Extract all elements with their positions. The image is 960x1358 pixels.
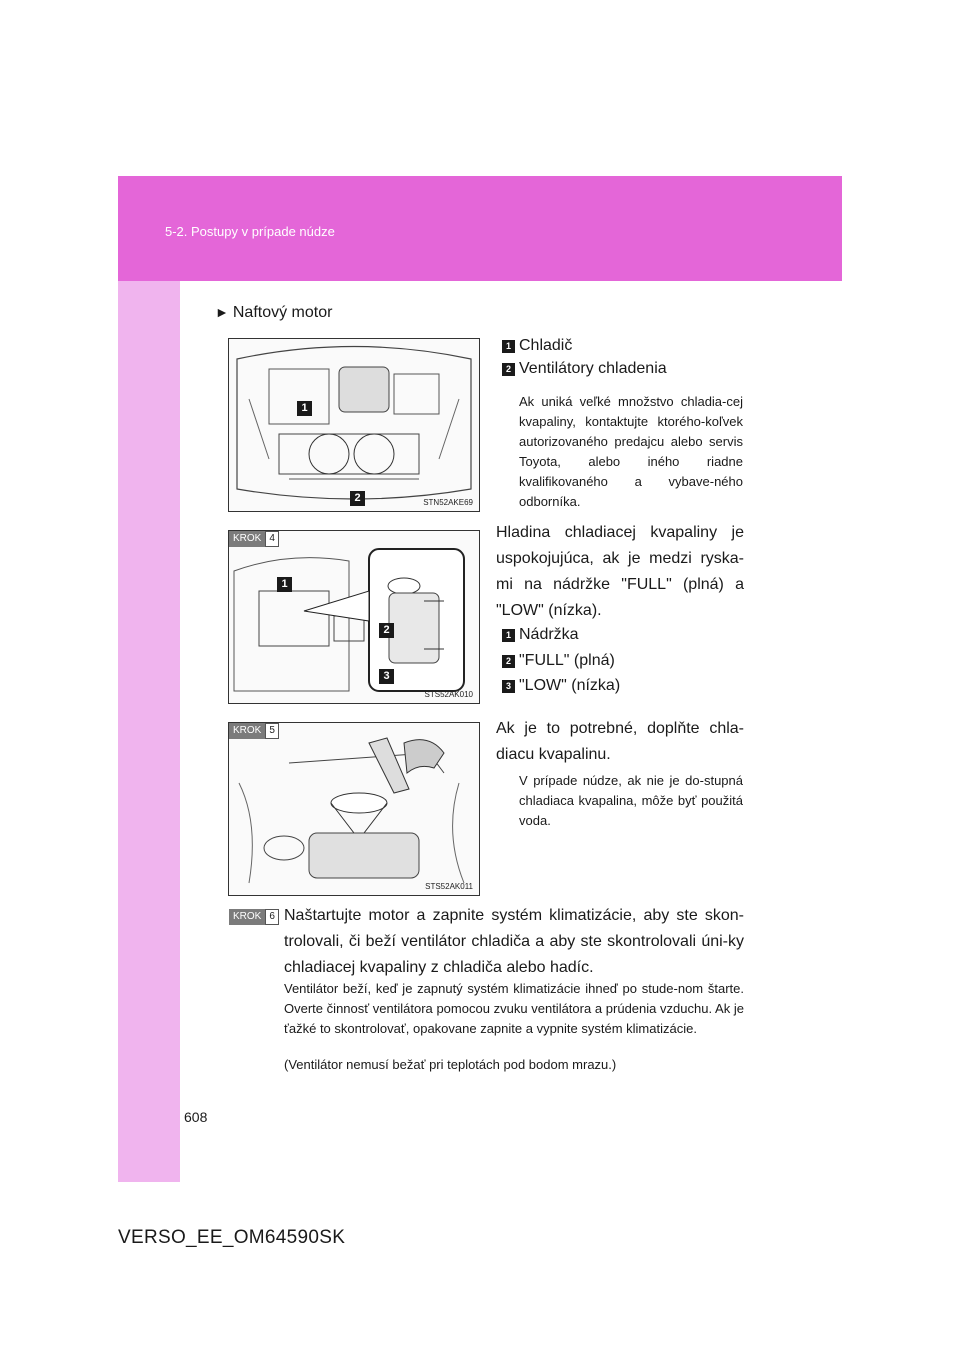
figure-step5 [228, 722, 480, 896]
figure1-code: STN52AKE69 [423, 498, 473, 507]
refill-coolant-illustration [229, 723, 479, 895]
figure-step4 [228, 530, 480, 704]
page-number: 608 [184, 1109, 208, 1125]
figure1-legend-1: 1 Chladič [502, 337, 572, 355]
step5-code: STS52AK011 [425, 882, 473, 891]
step5-text: Ak je to potrebné, doplňte chla-diacu kvapalinu. [496, 720, 744, 763]
engine-heading [215, 304, 332, 322]
step4-krok-badge: KROK 4 [229, 531, 279, 547]
side-band [118, 281, 180, 1182]
figure1-note: Ak uniká veľké množstvo chladia-cej kvapaliny, kontaktujte ktorého-koľvek autorizovaného predajcu alebo servis Toyota, alebo iného riadne kvalifikovaného a vybave-ného odborníka. [519, 394, 743, 509]
engine-heading-text: Naftový motor [232, 304, 333, 321]
figure1-callout-1: 1 [297, 401, 312, 416]
step4-legend-2: 2 "FULL" (plná) [502, 652, 615, 670]
step5-note: V prípade núdze, ak nie je do-stupná chladiaca kvapalina, môže byť použitá voda. [519, 773, 743, 828]
engine-bay-illustration [229, 339, 479, 511]
document-code: VERSO_EE_OM64590SK [118, 1227, 346, 1248]
step4-callout-2: 2 [379, 623, 394, 638]
step4-callout-3: 3 [379, 669, 394, 684]
step6-krok-badge: KROK 6 [229, 909, 279, 925]
step6-note2: (Ventilátor nemusí bežať pri teplotách pod bodom mrazu.) [284, 1057, 617, 1072]
step4-legend-3: 3 "LOW" (nízka) [502, 677, 620, 695]
triangle-bullet-icon: ► [215, 304, 229, 320]
step5-krok-badge: KROK 5 [229, 723, 279, 739]
step6-note: Ventilátor beží, keď je zapnutý systém klimatizácie ihneď po stude-nom štarte. Overte činnosť ventilátora pomocou zvuku ventilátora a prúdenia vzduchu. Ak je ťažké to skontrolovať, opakovane zapnite a vypnite systém klimatizácie. [284, 981, 744, 1036]
step4-text: Hladina chladiacej kvapaliny je uspokojujúca, ak je medzi ryska-mi na nádržke "FULL" (plná) a "LOW" (nízka). [496, 524, 744, 619]
step6-text: Naštartujte motor a zapnite systém klimatizácie, aby ste skon-trolovali, či beží ventilátor chladiča a aby ste skontrolovali úni-ky chladiacej kvapaliny z chladiča alebo hadíc. [284, 907, 744, 976]
step4-code: STS52AK010 [424, 690, 473, 699]
coolant-reservoir-illustration [229, 531, 479, 703]
figure-engine-bay [228, 338, 480, 512]
section-label: 5-2. Postupy v prípade núdze [165, 224, 335, 239]
step4-callout-1: 1 [277, 577, 292, 592]
figure1-legend-2: 2 Ventilátory chladenia [502, 360, 667, 378]
figure1-callout-2: 2 [350, 491, 365, 506]
step4-legend-1: 1 Nádržka [502, 626, 579, 644]
